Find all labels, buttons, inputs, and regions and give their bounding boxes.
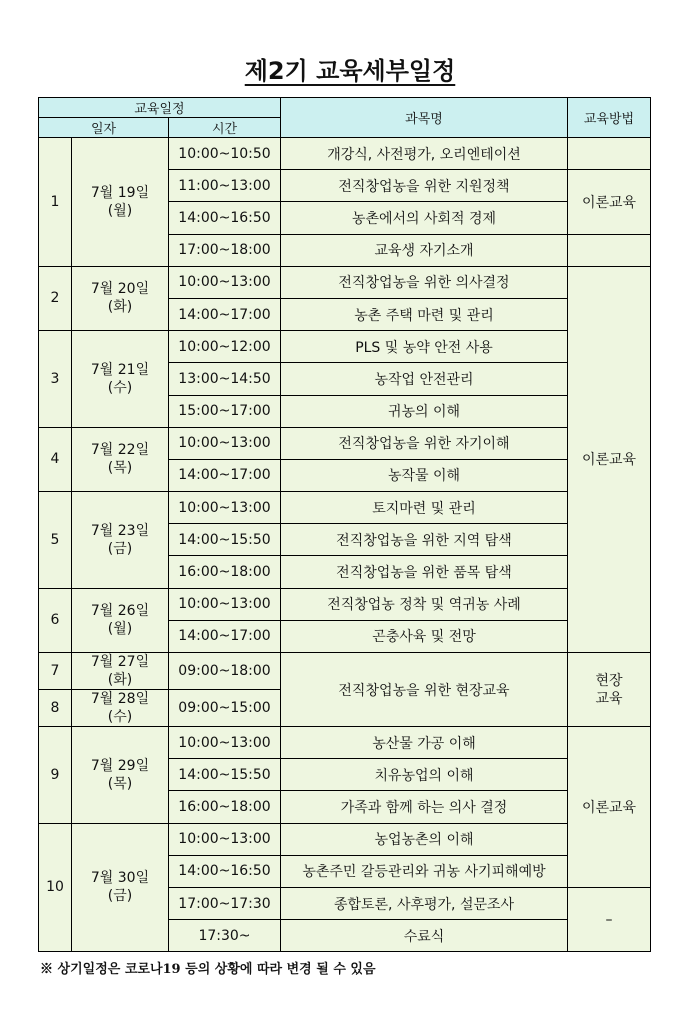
subject-cell: 개강식, 사전평가, 오리엔테이션: [281, 138, 568, 170]
weekday-text: (목): [107, 460, 133, 477]
time-cell: 14:00~17:00: [169, 620, 281, 652]
table-row: [39, 823, 651, 855]
date-text: 7월 21일: [90, 361, 150, 378]
subject-cell: 전직창업농을 위한 자기이해: [281, 427, 568, 459]
time-cell: 14:00~17:00: [169, 459, 281, 491]
weekday-text: (화): [107, 299, 133, 316]
method-cell-empty: [568, 138, 651, 170]
subject-cell: 농촌주민 갈등관리와 귀농 사기피해예방: [281, 855, 568, 887]
header-row-1: [39, 98, 651, 118]
time-cell: 14:00~15:50: [169, 524, 281, 556]
subject-cell: 가족과 함께 하는 의사 결정: [281, 791, 568, 823]
method-cell: –: [568, 887, 651, 951]
time-cell: 14:00~17:00: [169, 298, 281, 330]
subject-cell: 농작물 이해: [281, 459, 568, 491]
subject-cell: 치유농업의 이해: [281, 759, 568, 791]
table-row: [39, 653, 651, 690]
header-time: 시간: [169, 118, 281, 138]
day-number: 8: [39, 690, 72, 727]
header-day: 일자: [39, 118, 169, 138]
time-cell: 17:00~17:30: [169, 887, 281, 919]
day-number: 6: [39, 588, 72, 652]
day-number: 7: [39, 653, 72, 690]
day-date: [72, 823, 169, 952]
day-number: 4: [39, 427, 72, 491]
subject-cell: 전직창업농을 위한 지원정책: [281, 170, 568, 202]
day-date: [72, 427, 169, 491]
day-date: [72, 266, 169, 330]
time-cell: 10:00~12:00: [169, 331, 281, 363]
header-subject: 과목명: [281, 98, 568, 138]
day-date: [72, 588, 169, 652]
day-number: 10: [39, 823, 72, 952]
date-text: 7월 19일: [90, 184, 150, 201]
subject-cell: 농업농촌의 이해: [281, 823, 568, 855]
day-date: [72, 653, 169, 690]
date-text: 7월 27일: [90, 654, 150, 670]
footnote: ※ 상기일정은 코로나19 등의 상황에 따라 변경 될 수 있음: [40, 962, 376, 977]
time-cell: 16:00~18:00: [169, 556, 281, 588]
subject-cell: 전직창업농을 위한 의사결정: [281, 266, 568, 298]
method-cell: [568, 653, 651, 727]
weekday-text: (수): [107, 379, 133, 396]
time-cell: 15:00~17:00: [169, 395, 281, 427]
header-schedule: 교육일정: [39, 98, 281, 118]
weekday-text: (목): [107, 775, 133, 792]
date-text: 7월 20일: [90, 281, 150, 298]
table-row: [39, 331, 651, 363]
method-cell-empty: [568, 234, 651, 266]
time-cell: 09:00~18:00: [169, 653, 281, 690]
day-number: 5: [39, 492, 72, 589]
time-cell: 10:00~13:00: [169, 823, 281, 855]
method-line-2: 교육: [595, 690, 623, 707]
subject-cell: 토지마련 및 관리: [281, 492, 568, 524]
time-cell: 09:00~15:00: [169, 690, 281, 727]
subject-cell: 종합토론, 사후평가, 설문조사: [281, 887, 568, 919]
date-text: 7월 29일: [90, 757, 150, 774]
header-method: 교육방법: [568, 98, 651, 138]
day-date: [72, 690, 169, 727]
weekday-text: (월): [107, 621, 133, 638]
time-cell: 10:00~13:00: [169, 266, 281, 298]
weekday-text: (금): [107, 540, 133, 557]
subject-cell: 귀농의 이해: [281, 395, 568, 427]
weekday-text: (금): [107, 888, 133, 905]
date-text: 7월 26일: [90, 603, 150, 620]
date-text: 7월 23일: [90, 522, 150, 539]
time-cell: 17:00~18:00: [169, 234, 281, 266]
time-cell: 10:00~13:00: [169, 492, 281, 524]
subject-cell: PLS 및 농약 안전 사용: [281, 331, 568, 363]
time-cell: 14:00~15:50: [169, 759, 281, 791]
table-row: [39, 727, 651, 759]
document-title-text: 제2기 교육세부일정: [244, 57, 456, 85]
weekday-text: (수): [107, 709, 133, 725]
subject-cell: 전직창업농을 위한 품목 탐색: [281, 556, 568, 588]
subject-cell: 농촌에서의 사회적 경제: [281, 202, 568, 234]
date-text: 7월 30일: [90, 870, 150, 887]
schedule-table: [38, 97, 651, 952]
table-row: [39, 266, 651, 298]
table-row: [39, 492, 651, 524]
date-text: 7월 28일: [90, 691, 150, 707]
subject-cell: 전직창업농을 위한 현장교육: [281, 653, 568, 727]
method-line-1: 현장: [595, 672, 623, 689]
subject-cell: 농촌 주택 마련 및 관리: [281, 298, 568, 330]
method-cell: 이론교육: [568, 266, 651, 652]
subject-cell: 전직창업농 정착 및 역귀농 사례: [281, 588, 568, 620]
time-cell: 14:00~16:50: [169, 202, 281, 234]
time-cell: 10:00~13:00: [169, 588, 281, 620]
time-cell: 17:30~: [169, 920, 281, 952]
table-row: [39, 138, 651, 170]
document-title: [0, 56, 700, 86]
day-date: [72, 727, 169, 824]
subject-cell: 수료식: [281, 920, 568, 952]
day-date: [72, 331, 169, 428]
time-cell: 10:00~13:00: [169, 727, 281, 759]
day-number: 3: [39, 331, 72, 428]
subject-cell: 전직창업농을 위한 지역 탐색: [281, 524, 568, 556]
weekday-text: (월): [107, 202, 133, 219]
date-text: 7월 22일: [90, 442, 150, 459]
time-cell: 13:00~14:50: [169, 363, 281, 395]
subject-cell: 교육생 자기소개: [281, 234, 568, 266]
time-cell: 10:00~13:00: [169, 427, 281, 459]
day-date: [72, 138, 169, 267]
method-cell: 이론교육: [568, 727, 651, 888]
day-number: 1: [39, 138, 72, 267]
subject-cell: 농산물 가공 이해: [281, 727, 568, 759]
method-cell: 이론교육: [568, 170, 651, 234]
time-cell: 10:00~10:50: [169, 138, 281, 170]
table-row: [39, 427, 651, 459]
time-cell: 14:00~16:50: [169, 855, 281, 887]
day-number: 9: [39, 727, 72, 824]
subject-cell: 농작업 안전관리: [281, 363, 568, 395]
time-cell: 11:00~13:00: [169, 170, 281, 202]
weekday-text: (화): [107, 672, 133, 688]
time-cell: 16:00~18:00: [169, 791, 281, 823]
day-date: [72, 492, 169, 589]
day-number: 2: [39, 266, 72, 330]
table-row: [39, 588, 651, 620]
subject-cell: 곤충사육 및 전망: [281, 620, 568, 652]
